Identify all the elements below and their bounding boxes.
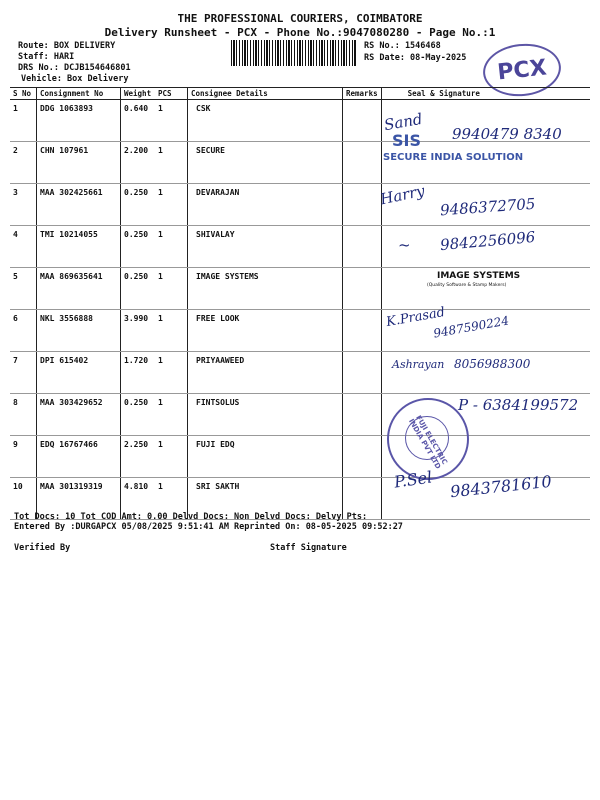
cell-weight: 0.640 bbox=[121, 100, 156, 142]
cell-weight: 0.250 bbox=[121, 226, 156, 268]
col-consignment: Consignment No bbox=[37, 88, 121, 100]
col-pcs: PCS bbox=[155, 88, 188, 100]
cell-pcs: 1 bbox=[155, 352, 188, 394]
signature-7: Ashrayan bbox=[392, 358, 445, 371]
cell-remarks bbox=[343, 100, 382, 142]
cell-weight: 2.250 bbox=[121, 436, 156, 478]
cell-consignment-no: MAA 869635641 bbox=[37, 268, 121, 310]
cell-consignment-no: MAA 303429652 bbox=[37, 394, 121, 436]
cell-pcs: 1 bbox=[155, 100, 188, 142]
secure-stamp: SECURE INDIA SOLUTION bbox=[383, 152, 524, 163]
signature-6: K.Prasad bbox=[385, 304, 447, 331]
col-weight: Weight bbox=[121, 88, 156, 100]
cell-consignment-no: EDQ 16767466 bbox=[37, 436, 121, 478]
cell-consignment-no: DDG 1063893 bbox=[37, 100, 121, 142]
signature-1: Sand bbox=[382, 109, 424, 135]
barcode bbox=[231, 40, 356, 66]
cell-weight: 2.200 bbox=[121, 142, 156, 184]
table-row bbox=[10, 436, 590, 478]
cell-consignment-no: MAA 302425661 bbox=[37, 184, 121, 226]
phone-8: P - 6384199572 bbox=[458, 396, 579, 414]
cell-consignment-no: MAA 301319319 bbox=[37, 478, 121, 520]
verified-by: Verified By bbox=[14, 543, 71, 553]
cell-consignment-no: DPI 615402 bbox=[37, 352, 121, 394]
cell-sno: 10 bbox=[10, 478, 37, 520]
col-remarks: Remarks bbox=[343, 88, 382, 100]
cell-sno: 1 bbox=[10, 100, 37, 142]
signature-10: P.Sel bbox=[392, 467, 434, 492]
cell-sno: 3 bbox=[10, 184, 37, 226]
cell-remarks bbox=[343, 226, 382, 268]
cell-remarks bbox=[343, 352, 382, 394]
col-sno: S No bbox=[10, 88, 37, 100]
phone-3: 9486372705 bbox=[439, 194, 536, 220]
runsheet-subtitle: Delivery Runsheet - PCX - Phone No.:9047080280 - Page No.:1 bbox=[104, 26, 496, 39]
cell-consignee: IMAGE SYSTEMS bbox=[188, 268, 343, 310]
route: Route: BOX DELIVERY bbox=[18, 41, 116, 51]
cell-pcs: 1 bbox=[155, 142, 188, 184]
cell-weight: 0.250 bbox=[121, 394, 156, 436]
cell-sno: 5 bbox=[10, 268, 37, 310]
col-consignee: Consignee Details bbox=[188, 88, 343, 100]
cell-consignee: SECURE bbox=[188, 142, 343, 184]
cell-sno: 2 bbox=[10, 142, 37, 184]
cell-consignee: FUJI EDQ bbox=[188, 436, 343, 478]
cell-consignee: SHIVALAY bbox=[188, 226, 343, 268]
staff-signature: Staff Signature bbox=[270, 543, 347, 553]
cell-consignment-no: NKL 3556888 bbox=[37, 310, 121, 352]
cell-remarks bbox=[343, 142, 382, 184]
cell-consignee: FREE LOOK bbox=[188, 310, 343, 352]
phone-6: 9487590224 bbox=[432, 313, 510, 341]
image-systems-sub: (Quality Software & Stamp Makers) bbox=[427, 283, 507, 288]
cell-pcs: 1 bbox=[155, 268, 188, 310]
rs-number: RS No.: 1546468 bbox=[364, 41, 441, 51]
cell-remarks bbox=[343, 394, 382, 436]
cell-consignee: DEVARAJAN bbox=[188, 184, 343, 226]
table-header bbox=[10, 88, 590, 100]
fuji-electric-stamp: FUJI ELECTRIC INDIA PVT LTD bbox=[387, 398, 469, 480]
phone-10: 9843781610 bbox=[449, 471, 553, 502]
image-systems-stamp: IMAGE SYSTEMS bbox=[437, 271, 521, 281]
cell-pcs: 1 bbox=[155, 310, 188, 352]
cell-consignee: SRI SAKTH bbox=[188, 478, 343, 520]
cell-consignee: CSK bbox=[188, 100, 343, 142]
signature-3: Harry bbox=[378, 181, 427, 209]
cell-remarks bbox=[343, 268, 382, 310]
sis-logo: SIS bbox=[392, 131, 421, 150]
cell-weight: 0.250 bbox=[121, 268, 156, 310]
cell-remarks bbox=[343, 310, 382, 352]
cell-remarks bbox=[343, 184, 382, 226]
vehicle: Vehicle: Box Delivery bbox=[21, 74, 129, 84]
cell-consignment-no: CHN 107961 bbox=[37, 142, 121, 184]
cell-weight: 4.810 bbox=[121, 478, 156, 520]
col-seal: Seal & Signature bbox=[381, 88, 590, 100]
signature-4: ~ bbox=[398, 236, 411, 254]
cell-weight: 0.250 bbox=[121, 184, 156, 226]
cell-sno: 7 bbox=[10, 352, 37, 394]
phone-7: 8056988300 bbox=[454, 357, 531, 371]
cell-pcs: 1 bbox=[155, 478, 188, 520]
entered-line: Entered By :DURGAPCX 05/08/2025 9:51:41 AM Reprinted On: 08-05-2025 09:52:27 bbox=[14, 522, 403, 532]
cell-remarks bbox=[343, 436, 382, 478]
cell-sno: 6 bbox=[10, 310, 37, 352]
cell-weight: 1.720 bbox=[121, 352, 156, 394]
company-title: THE PROFESSIONAL COURIERS, COIMBATORE bbox=[177, 12, 423, 25]
rs-date: RS Date: 08-May-2025 bbox=[364, 53, 467, 63]
cell-pcs: 1 bbox=[155, 436, 188, 478]
phone-1: 9940479 8340 bbox=[452, 125, 562, 143]
cell-pcs: 1 bbox=[155, 226, 188, 268]
cell-consignee: FINTSOLUS bbox=[188, 394, 343, 436]
drs-number: DRS No.: DCJB154646801 bbox=[18, 63, 131, 73]
cell-sno: 4 bbox=[10, 226, 37, 268]
pcx-stamp: PCX bbox=[480, 40, 563, 100]
cell-consignee: PRIYAAWEED bbox=[188, 352, 343, 394]
cell-sno: 9 bbox=[10, 436, 37, 478]
totals-line: Tot Docs: 10 Tot COD Amt: 0.00 Delvd Docs: Non Delvd Docs: Delvy Pts: bbox=[14, 512, 368, 522]
cell-consignment-no: TMI 10214055 bbox=[37, 226, 121, 268]
cell-pcs: 1 bbox=[155, 394, 188, 436]
cell-weight: 3.990 bbox=[121, 310, 156, 352]
phone-4: 9842256096 bbox=[439, 227, 537, 255]
staff: Staff: HARI bbox=[18, 52, 75, 62]
cell-pcs: 1 bbox=[155, 184, 188, 226]
cell-sno: 8 bbox=[10, 394, 37, 436]
